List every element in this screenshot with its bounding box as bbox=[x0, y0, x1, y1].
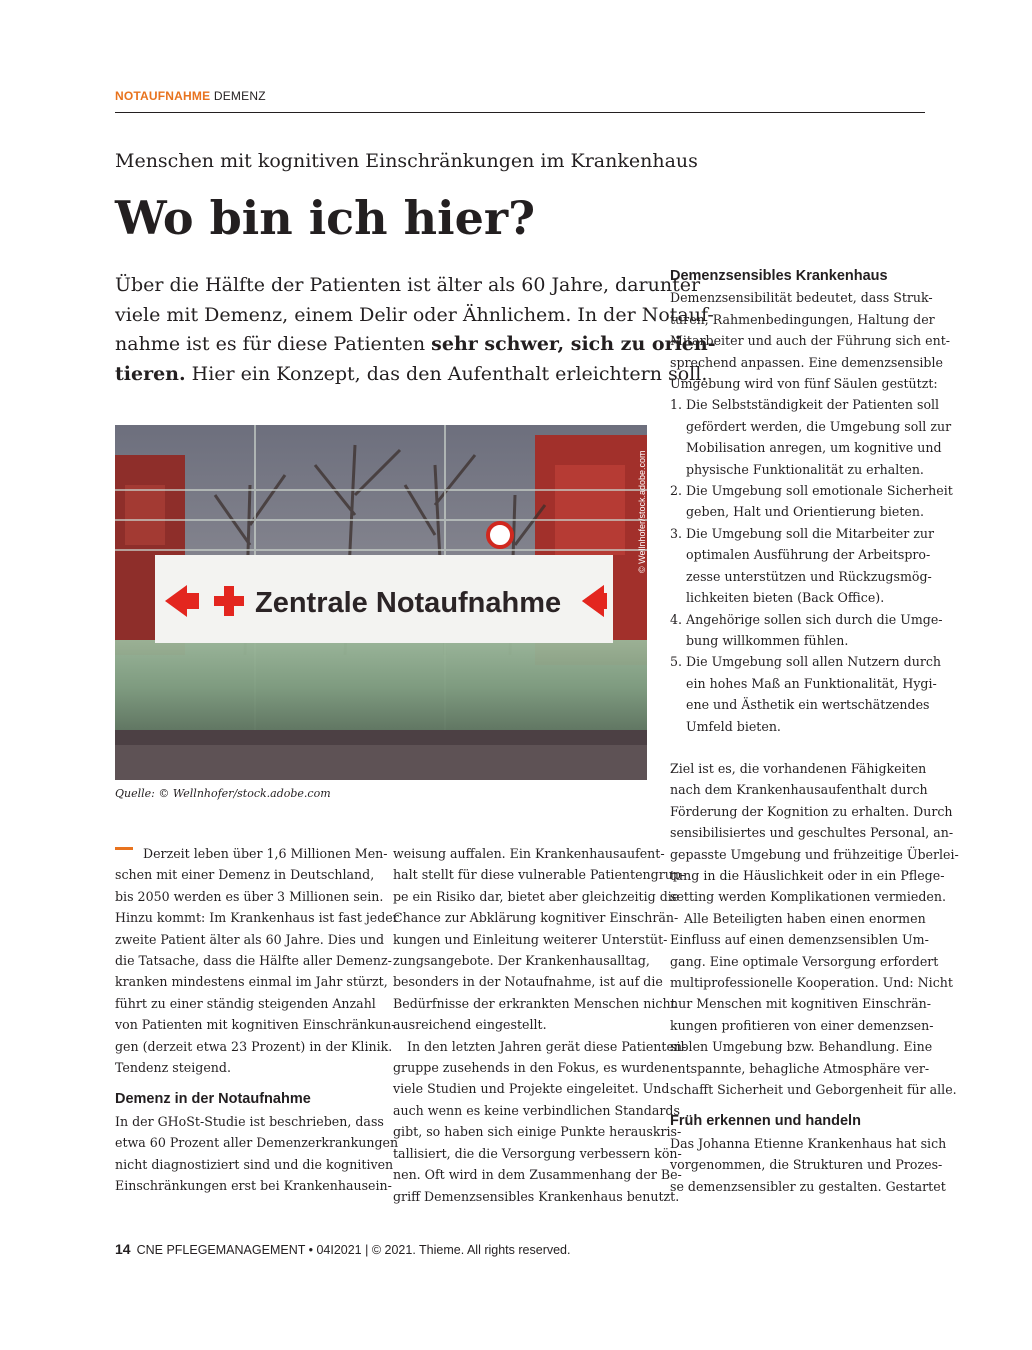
text-line: multiprofessionelle Kooperation. Und: Nicht bbox=[670, 975, 953, 990]
body-paragraph bbox=[393, 1036, 687, 1207]
body-paragraph bbox=[670, 908, 957, 1101]
list-item bbox=[670, 609, 943, 652]
text-line: In den letzten Jahren gerät diese Patienten- bbox=[407, 1038, 687, 1054]
lead-line bbox=[115, 330, 716, 360]
text-line: siblen Umgebung bzw. Behandlung. Eine bbox=[670, 1039, 933, 1055]
text-line: Förderung der Kognition zu erhalten. Durch bbox=[670, 803, 953, 819]
text-line: viele Studien und Projekte eingeleitet. Und bbox=[393, 1081, 670, 1097]
lead-bold: sehr schwer, sich zu orien- bbox=[431, 333, 716, 356]
text-line: Umfeld bieten. bbox=[686, 718, 781, 734]
section-heading: Demenz in der Notaufnahme bbox=[115, 1091, 311, 1108]
paragraph-marker bbox=[115, 847, 133, 850]
text-line: geben, Halt und Orientierung bieten. bbox=[686, 504, 924, 520]
text-line: Die Umgebung soll emotionale Sicherheit bbox=[686, 483, 953, 499]
sign-text: Zentrale Notaufnahme bbox=[255, 587, 562, 619]
body-paragraph bbox=[670, 287, 951, 394]
text-line: bis 2050 werden es über 3 Millionen sein. bbox=[115, 888, 384, 904]
page-title: Wo bin ich hier? bbox=[115, 191, 536, 245]
text-line: führt zu einer ständig steigenden Anzahl bbox=[115, 995, 376, 1011]
text-line: Einfluss auf einen demenzsensiblen Um- bbox=[670, 932, 929, 948]
text-line: griff Demenzsensibles Krankenhaus benutzt. bbox=[393, 1188, 680, 1204]
text-line: Angehörige sollen sich durch die Umge- bbox=[686, 611, 943, 627]
list-item bbox=[670, 480, 953, 523]
section-heading: Früh erkennen und handeln bbox=[670, 1113, 861, 1130]
column-1 bbox=[115, 843, 399, 1197]
text-line: turen, Rahmenbedingungen, Haltung der bbox=[670, 311, 935, 327]
text-line: Einschränkungen erst bei Krankenhausein- bbox=[115, 1178, 392, 1194]
text-line: ein hohes Maß an Funktionalität, Hygi- bbox=[686, 675, 937, 691]
text-span: Derzeit leben über 1,6 Millionen Men- bbox=[143, 846, 388, 861]
text-line: sensibilisiertes und geschultes Personal, an- bbox=[670, 825, 954, 841]
column-3 bbox=[670, 266, 959, 1197]
text-line: tung in die Häuslichkeit oder in ein Pflege- bbox=[670, 867, 945, 883]
column-2 bbox=[393, 843, 687, 1207]
text-line: optimalen Ausführung der Arbeitspro- bbox=[686, 547, 931, 563]
text-line: Alle Beteiligten haben einen enormen bbox=[684, 910, 926, 926]
text-line: kungen profitieren von einer demenzsen- bbox=[670, 1017, 934, 1033]
text-line: sprechend anpassen. Eine demenzsensible bbox=[670, 354, 943, 370]
article-photo bbox=[115, 425, 647, 780]
text-line: Demenzsensibilität bedeutet, dass Struk- bbox=[670, 290, 933, 306]
text-line: entspannte, behagliche Atmosphäre ver- bbox=[670, 1060, 930, 1076]
text-line: vorgenommen, die Strukturen und Prozes- bbox=[670, 1157, 943, 1173]
list-number: 1. bbox=[670, 397, 683, 413]
lead-bold: tieren. bbox=[115, 362, 186, 385]
lead-paragraph bbox=[115, 271, 716, 389]
text-line: zweite Patient älter als 60 Jahre. Dies und bbox=[115, 931, 385, 947]
section-heading: Demenzsensibles Krankenhaus bbox=[670, 268, 888, 284]
text-line: nur Menschen mit kognitiven Einschrän- bbox=[670, 996, 931, 1012]
section-header bbox=[115, 89, 925, 103]
text-line: auch wenn es keine verbindlichen Standards bbox=[393, 1102, 680, 1118]
text-line: von Patienten mit kognitiven Einschränkun- bbox=[115, 1017, 396, 1033]
text-line: Hinzu kommt: Im Krankenhaus ist fast jeder bbox=[115, 910, 399, 926]
text-line: etwa 60 Prozent aller Demenzerkrankungen bbox=[115, 1135, 399, 1151]
text-line: zungsangebote. Der Krankenhausalltag, bbox=[393, 953, 650, 969]
header-rule bbox=[115, 112, 925, 113]
text-line: gen (derzeit etwa 23 Prozent) in der Klinik. bbox=[115, 1038, 393, 1054]
list-number: 3. bbox=[670, 525, 683, 541]
body-paragraph bbox=[115, 1111, 399, 1197]
page-number: 14 bbox=[115, 1241, 131, 1257]
text-line: ausreichend eingestellt. bbox=[393, 1017, 547, 1033]
text-line: In der GHoSt-Studie ist beschrieben, dass bbox=[115, 1113, 384, 1129]
text-line bbox=[115, 843, 388, 864]
text-line: Die Umgebung soll allen Nutzern durch bbox=[686, 654, 942, 670]
body-paragraph bbox=[670, 1133, 947, 1197]
text-line: tallisiert, die die Versorgung verbessern kön- bbox=[393, 1145, 682, 1161]
list-number: 4. bbox=[670, 611, 683, 627]
page-footer bbox=[115, 1241, 570, 1257]
text-line: Mitarbeiter und auch der Führung sich ent- bbox=[670, 333, 951, 349]
text-line: kranken mindestens einmal im Jahr stürzt, bbox=[115, 974, 388, 990]
body-paragraph bbox=[670, 758, 959, 908]
text-line: Ziel ist es, die vorhandenen Fähigkeiten bbox=[670, 760, 927, 776]
list-item bbox=[670, 651, 942, 737]
text-line: Die Umgebung soll die Mitarbeiter zur bbox=[686, 525, 935, 541]
text-line: nach dem Krankenhausaufenthalt durch bbox=[670, 782, 928, 798]
text-line: setting werden Komplikationen vermieden. bbox=[670, 889, 946, 905]
text-line: gruppe zusehends in den Fokus, es wurden bbox=[393, 1060, 670, 1076]
text-line: gepasste Umgebung und frühzeitige Überlei- bbox=[670, 846, 959, 862]
photo-credit: © Wellnhofer/stock.adobe.com bbox=[637, 450, 647, 573]
text-line: halt stellt für diese vulnerable Patientengrup- bbox=[393, 867, 686, 883]
text-line: Chance zur Abklärung kognitiver Einschrän- bbox=[393, 910, 679, 926]
text-line: lichkeiten bieten (Back Office). bbox=[686, 590, 885, 606]
topic-label: DEMENZ bbox=[213, 89, 266, 103]
text-line: gibt, so haben sich einige Punkte herauskris- bbox=[393, 1124, 682, 1140]
text-line: zesse unterstützen und Rückzugsmög- bbox=[686, 568, 932, 584]
lead-line: viele mit Demenz, einem Delir oder Ähnlichem. In der Notauf- bbox=[115, 303, 714, 326]
text-line: kungen und Einleitung weiterer Unterstüt- bbox=[393, 931, 668, 947]
text-line: weisung auffalen. Ein Krankenhausaufent- bbox=[393, 846, 665, 861]
list-item bbox=[670, 523, 935, 609]
text-line: nen. Oft wird in dem Zusammenhang der Be- bbox=[393, 1167, 682, 1183]
text-line: se demenzsensibler zu gestalten. Gestartet bbox=[670, 1178, 946, 1194]
list-number: 5. bbox=[670, 654, 683, 670]
text-line: Tendenz steigend. bbox=[115, 1060, 231, 1076]
pillars-list bbox=[670, 394, 953, 737]
text-line: bung willkommen fühlen. bbox=[686, 632, 849, 648]
text-line: besonders in der Notaufnahme, ist auf die bbox=[393, 974, 663, 990]
lead-line: Über die Hälfte der Patienten ist älter als 60 Jahre, darunter bbox=[115, 274, 701, 296]
intro-paragraph bbox=[115, 843, 399, 1078]
text-line: Bedürfnisse der erkrankten Menschen nicht bbox=[393, 995, 676, 1011]
photo-illustration bbox=[115, 425, 647, 780]
text-line: schafft Sicherheit und Geborgenheit für alle. bbox=[670, 1082, 957, 1098]
text-line: die Tatsache, dass die Hälfte aller Demenz- bbox=[115, 953, 392, 969]
text-line: Die Selbstständigkeit der Patienten soll bbox=[686, 397, 940, 413]
text-line: pe ein Risiko dar, bietet aber gleichzeitig die bbox=[393, 888, 680, 904]
text-line: nicht diagnostiziert sind und die kognitiven bbox=[115, 1156, 394, 1172]
lead-text: nahme ist es für diese Patienten bbox=[115, 333, 432, 356]
text-line: gefördert werden, die Umgebung soll zur bbox=[686, 418, 952, 434]
text-line: physische Funktionalität zu erhalten. bbox=[686, 461, 924, 477]
text-line: Umgebung wird von fünf Säulen gestützt: bbox=[670, 376, 938, 392]
section-label: NOTAUFNAHME bbox=[115, 89, 211, 103]
figure-caption: Quelle: © Wellnhofer/stock.adobe.com bbox=[115, 787, 331, 800]
footer-text: CNE PFLEGEMANAGEMENT • 04I2021 | © 2021. Thieme. All rights reserved. bbox=[136, 1243, 571, 1257]
body-paragraph bbox=[393, 843, 686, 1036]
lead-text: Hier ein Konzept, das den Aufenthalt erleichtern soll. bbox=[185, 362, 708, 385]
text-line: ene und Ästhetik ein wertschätzendes bbox=[686, 697, 930, 713]
kicker: Menschen mit kognitiven Einschränkungen im Krankenhaus bbox=[115, 150, 698, 172]
text-line: Das Johanna Etienne Krankenhaus hat sich bbox=[670, 1135, 947, 1151]
list-number: 2. bbox=[670, 483, 683, 499]
text-line: schen mit einer Demenz in Deutschland, bbox=[115, 867, 375, 883]
text-line: gang. Eine optimale Versorgung erfordert bbox=[670, 953, 939, 969]
list-item bbox=[670, 394, 952, 480]
lead-line bbox=[115, 360, 708, 390]
text-line: Mobilisation anregen, um kognitive und bbox=[686, 440, 942, 456]
